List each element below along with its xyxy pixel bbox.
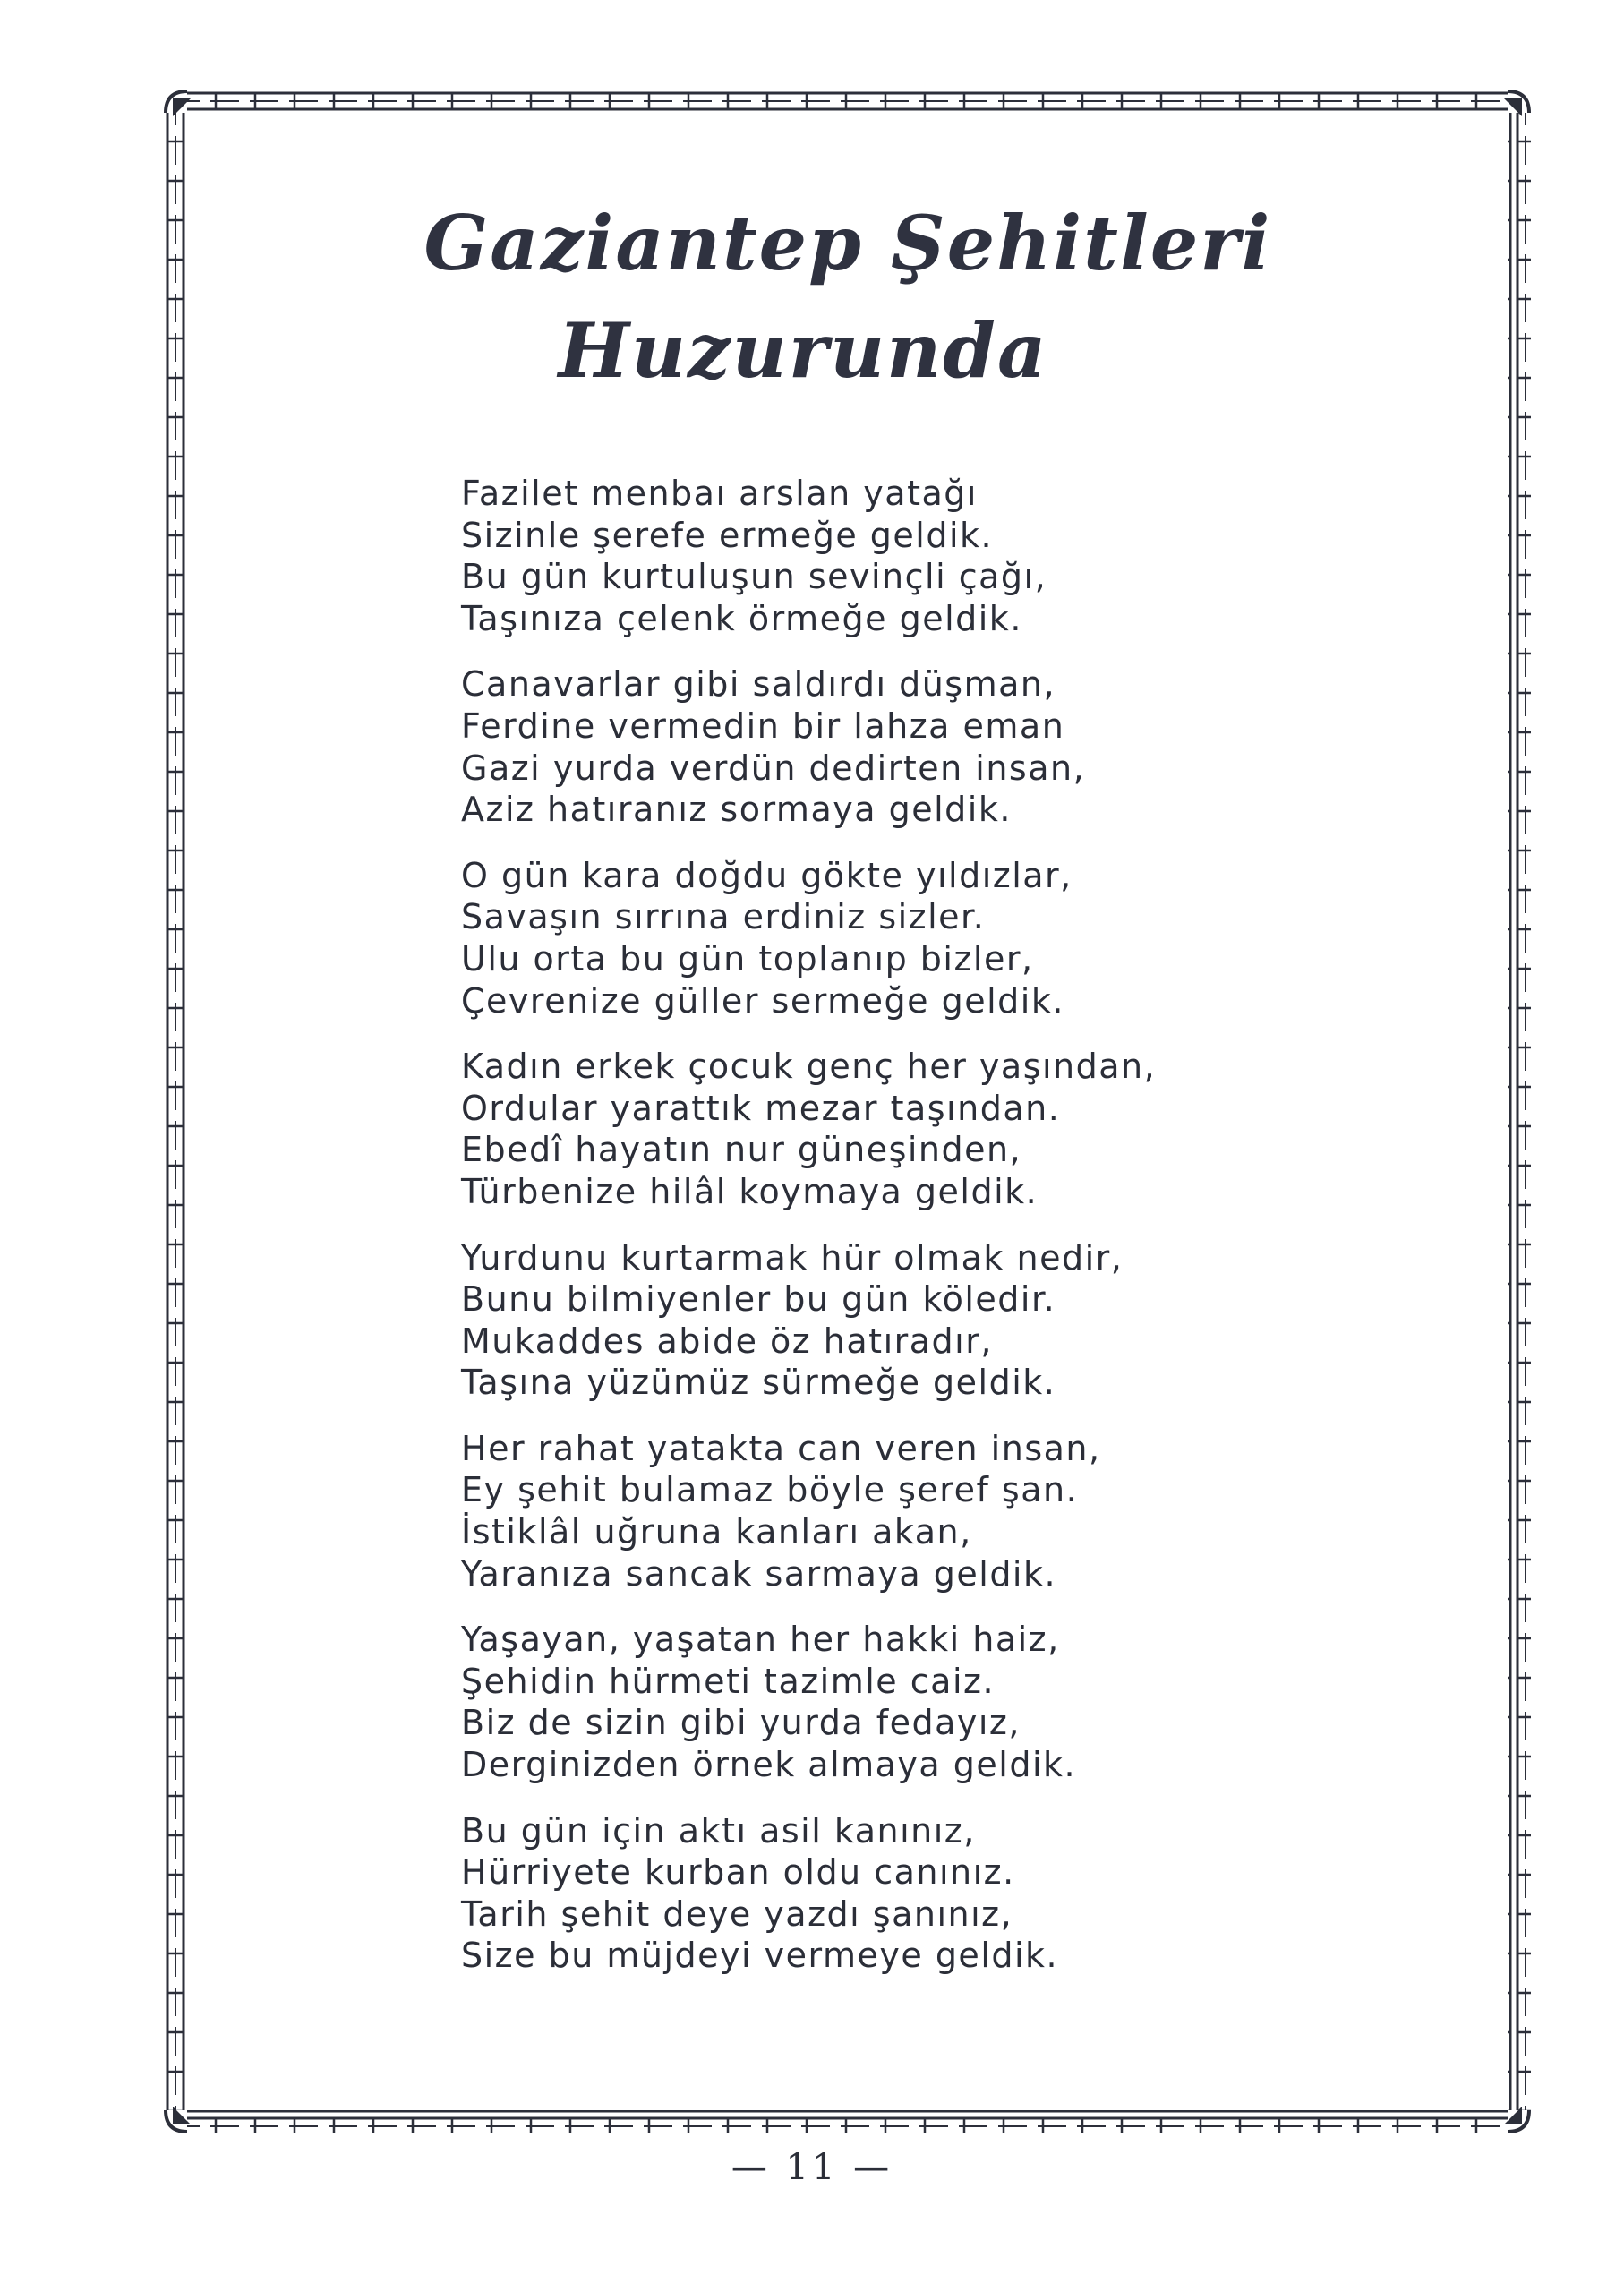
verse-line: Yurdunu kurtarmak hür olmak nedir, (461, 1237, 1124, 1278)
verse-line: Aziz hatıranız sormaya geldik. (461, 790, 1012, 830)
verse-line: Ordular yarattık mezar taşından. (461, 1088, 1061, 1128)
verse-line: Biz de sizin gibi yurda fedayız, (461, 1703, 1021, 1743)
verse-line: Mukaddes abide öz hatıradır, (461, 1321, 993, 1361)
verse-line: Ulu orta bu gün toplanıp bizler, (461, 938, 1034, 979)
verse-line: Savaşın sırrına erdiniz sizler. (461, 897, 986, 937)
verse-line: Canavarlar gibi saldırdı düşman, (461, 664, 1056, 705)
stanza (461, 1046, 1267, 1212)
poem-title-line-2: Huzurunda (558, 306, 1048, 395)
verse-line: Ebedî hayatın nur güneşinden, (461, 1130, 1022, 1170)
verse-line: Kadın erkek çocuk genç her yaşından, (461, 1047, 1157, 1087)
verse-line: Her rahat yatakta can veren insan, (461, 1428, 1101, 1468)
verse-line: Ey şehit bulamaz böyle şeref şan. (461, 1470, 1079, 1510)
verse-line: Hürriyete kurban oldu canınız. (461, 1852, 1015, 1893)
verse-line: Sizinle şerefe ermeğe geldik. (461, 515, 994, 555)
verse-line: Yaranıza sancak sarmaya geldik. (461, 1553, 1057, 1594)
poem-title-line-1: Gaziantep Şehitleri (423, 199, 1272, 287)
stanza (461, 473, 1267, 639)
poem-body (461, 473, 1267, 2001)
verse-line: Taşınıza çelenk örmeğe geldik. (461, 598, 1022, 638)
verse-line: Gazi yurda verdün dedirten insan, (461, 748, 1086, 788)
verse-line: Tarih şehit deye yazdı şanınız, (461, 1894, 1013, 1934)
verse-line: Bunu bilmiyenler bu gün köledir. (461, 1279, 1056, 1320)
stanza (461, 1428, 1267, 1594)
stanza (461, 855, 1267, 1022)
verse-line: İstiklâl uğruna kanları akan, (461, 1512, 972, 1552)
verse-line: Size bu müjdeyi vermeye geldik. (461, 1936, 1059, 1976)
verse-line: O gün kara doğdu gökte yıldızlar, (461, 855, 1073, 895)
verse-line: Taşına yüzümüz sürmeğe geldik. (461, 1363, 1056, 1403)
verse-line: Çevrenize güller sermeğe geldik. (461, 980, 1064, 1021)
verse-line: Bu gün için aktı asil kanınız, (461, 1810, 976, 1851)
verse-line: Fazilet menbaı arslan yatağı (461, 474, 978, 513)
stanza (461, 1237, 1267, 1404)
verse-line: Ferdine vermedin bir lahza eman (461, 705, 1065, 746)
stanza (461, 663, 1267, 830)
verse-line: Şehidin hürmeti tazimle caiz. (461, 1661, 996, 1701)
page-number: — 11 — (731, 2147, 893, 2188)
verse-line: Yaşayan, yaşatan her hakki haiz, (461, 1620, 1060, 1660)
verse-line: Bu gün kurtuluşun sevinçli çağı, (461, 557, 1047, 597)
stanza (461, 1619, 1267, 1785)
verse-line: Derginizden örnek almaya geldik. (461, 1745, 1077, 1785)
stanza (461, 1810, 1267, 1977)
verse-line: Türbenize hilâl koymaya geldik. (461, 1171, 1039, 1211)
